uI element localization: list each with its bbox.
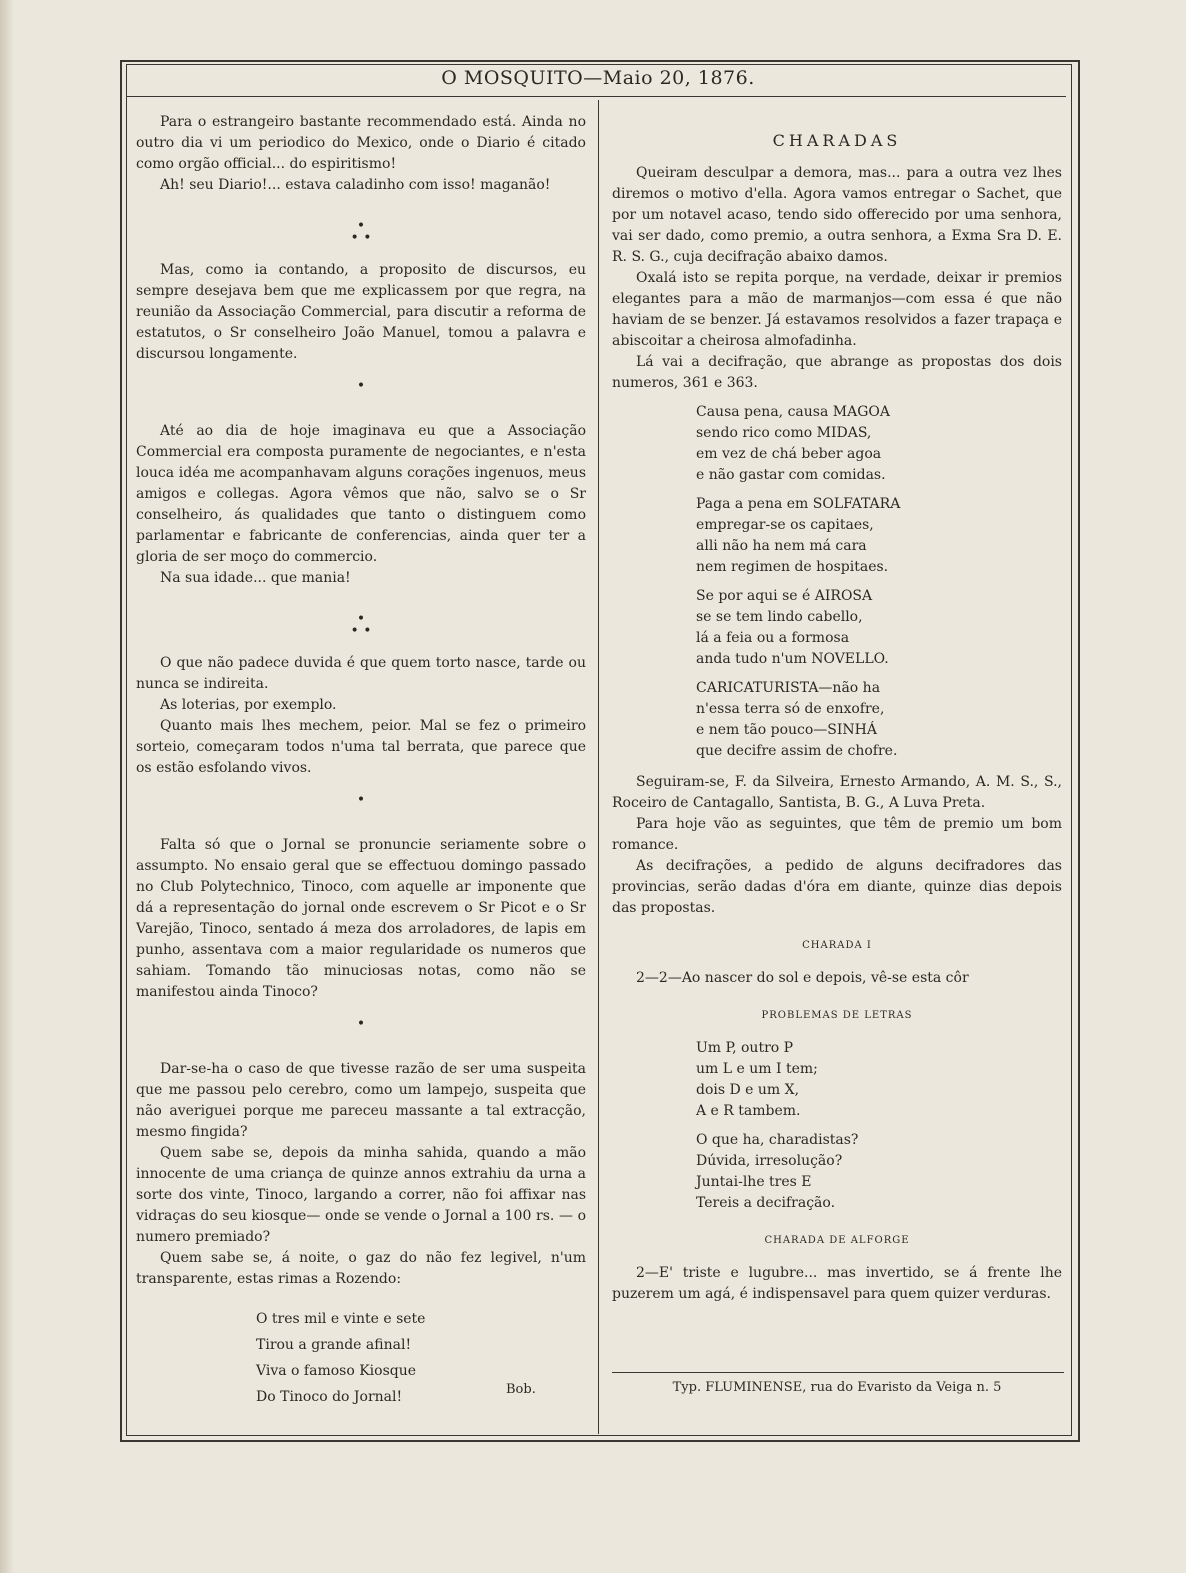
paragraph: Para hoje vão as seguintes, que têm de premio um bom romance.	[612, 816, 1062, 853]
paragraph: Seguiram-se, F. da Silveira, Ernesto Armando, A. M. S., S., Roceiro de Cantagallo, Santista, B. G., A Luva Preta.	[612, 774, 1062, 811]
poem-line: Do Tinoco do Jornal!	[256, 1389, 403, 1405]
separator	[136, 613, 586, 637]
problem-verse	[696, 1038, 1062, 1122]
verse-line: A e R tambem.	[696, 1103, 801, 1119]
problem-verse	[696, 1130, 1062, 1214]
verse-line: n'essa terra só de enxofre,	[696, 701, 885, 717]
paragraph: Ah! seu Diario!... estava caladinho com isso! maganão!	[160, 177, 551, 193]
verse	[696, 402, 1062, 486]
verse	[696, 678, 1062, 762]
separator-dot: •	[356, 218, 366, 234]
paragraph: Quanto mais lhes mechem, peior. Mal se fez o primeiro sorteio, começaram todos n'uma tal berrata, que parece que os estão esfolando vivos.	[136, 718, 586, 776]
signature: Bob.	[506, 1382, 536, 1397]
separator: •	[356, 378, 366, 394]
verse-line: Dúvida, irresolução?	[696, 1153, 843, 1169]
caption-problemas: PROBLEMAS DE LETRAS	[761, 1010, 913, 1021]
paragraph: Mas, como ia contando, a proposito de discursos, eu sempre desejava bem que me explicassem por que regra, na reunião da Associação Commercial, para discutir a reforma de estatutos, o Sr conselheiro João Manuel, tomou a palavra e discursou longamente.	[136, 262, 586, 362]
verse-line: que decifre assim de chofre.	[696, 743, 898, 759]
page-header: O MOSQUITO—Maio 20, 1876.	[441, 67, 755, 89]
paragraph: Até ao dia de hoje imaginava eu que a Associação Commercial era composta puramente de negociantes, e n'esta louca idéa me acompanhavam alguns corações ingenuos, meus amigos e collegas. Agora vêmos que não, salvo se o Sr conselheiro, ás qualidades que tanto o distinguem como parlamentar e fabricante de conferencias, ainda quer ter a gloria de ser moço do commercio.	[136, 423, 586, 565]
poem-line: Tirou a grande afinal!	[256, 1337, 412, 1353]
verse-line: lá a feia ou a formosa	[696, 630, 850, 646]
paragraph: Lá vai a decifração, que abrange as propostas dos dois numeros, 361 e 363.	[612, 354, 1062, 391]
verse-line: anda tudo n'um NOVELLO.	[696, 651, 889, 667]
page-edge-shadow	[0, 0, 14, 1573]
paragraph: Dar-se-ha o caso de que tivesse razão de ser uma suspeita que me passou pelo cerebro, como um lampejo, suspeita que não averiguei porque me pareceu massante a tal extracção, mesmo fingida?	[136, 1061, 586, 1140]
separator: •	[356, 792, 366, 808]
section-title: CHARADAS	[772, 131, 902, 150]
verse-line: Tereis a decifração.	[696, 1195, 836, 1211]
separator	[136, 220, 586, 244]
paragraph: Falta só que o Jornal se pronuncie seriamente sobre o assumpto. No ensaio geral que se effectuou domingo passado no Club Polytechnico, Tinoco, com aquelle ar imponente que dá a representação do jornal onde escrevem o Sr Picot e o Sr Varejão, Tinoco, sentado á meza dos arroladores, de lapis em punho, assentava com a maior regularidade os numeros que sahiam. Tomando tão minuciosas notas, como não se manifestou ainda Tinoco?	[136, 837, 586, 1000]
verse	[696, 494, 1062, 578]
verse-line: empregar-se os capitaes,	[696, 517, 874, 533]
header-rule	[126, 96, 1066, 97]
verse-line: em vez de chá beber agoa	[696, 446, 882, 462]
verse-line: O que ha, charadistas?	[696, 1132, 859, 1148]
column-divider	[598, 100, 599, 1434]
printer-imprint: Typ. FLUMINENSE, rua do Evaristo da Veiga n. 5	[672, 1380, 1002, 1395]
verse-line: Paga a pena em SOLFATARA	[696, 496, 901, 512]
paragraph: Oxalá isto se repita porque, na verdade, deixar ir premios elegantes para a mão de marmanjos—com essa é que não haviam de se benzer. Já estavamos resolvidos a fazer trapaça e abiscoitar a cheirosa almofadinha.	[612, 270, 1062, 349]
footer-rule	[612, 1372, 1064, 1373]
poem-line: Viva o famoso Kiosque	[256, 1363, 417, 1379]
verse-line: e não gastar com comidas.	[696, 467, 886, 483]
right-column	[612, 112, 1062, 1305]
verse-line: e nem tão pouco—SINHÁ	[696, 722, 877, 738]
verse-line: Um P, outro P	[696, 1040, 794, 1056]
paragraph: Quem sabe se, depois da minha sahida, quando a mão innocente de uma criança de quinze annos extrahiu da urna a sorte dos vinte, Tinoco, largando a correr, não foi affixar nas vidraças do seu kiosque— onde se vende o Jornal a 100 rs. — o numero premiado?	[136, 1145, 586, 1245]
separator-dot: •	[356, 611, 366, 627]
verse-line: nem regimen de hospitaes.	[696, 559, 889, 575]
verse-line: Causa pena, causa MAGOA	[696, 404, 890, 420]
charada-text: 2—2—Ao nascer do sol e depois, vê-se esta côr	[636, 970, 969, 986]
verse-line: CARICATURISTA—não ha	[696, 680, 881, 696]
charada-text: 2—E' triste e lugubre... mas invertido, se á frente lhe puzerem um agá, é indispensavel para quem quizer verduras.	[612, 1265, 1062, 1302]
separator-dots: • •	[350, 230, 372, 246]
verse-line: Juntai-lhe tres E	[696, 1174, 812, 1190]
caption-charada-1: CHARADA I	[802, 940, 872, 951]
verse	[696, 586, 1062, 670]
verse-line: se se tem lindo cabello,	[696, 609, 863, 625]
verse-line: sendo rico como MIDAS,	[696, 425, 872, 441]
paragraph: Para o estrangeiro bastante recommendado está. Ainda no outro dia vi um periodico do Mexico, onde o Diario é citado como orgão official... do espiritismo!	[136, 114, 586, 172]
paragraph: As loterias, por exemplo.	[160, 697, 337, 713]
paragraph: As decifrações, a pedido de alguns decifradores das provincias, serão dadas d'óra em diante, quinze dias depois das propostas.	[612, 858, 1062, 916]
separator: •	[356, 1016, 366, 1032]
paragraph: Queiram desculpar a demora, mas... para a outra vez lhes diremos o motivo d'ella. Agora vamos entregar o Sachet, que por um notavel acaso, tendo sido offerecido por uma senhora, vai ser dado, como premio, a outra senhora, a Exma Sra D. E. R. S. G., cuja decifração abaixo damos.	[612, 165, 1062, 265]
poem-line: O tres mil e vinte e sete	[256, 1311, 426, 1327]
caption-alforge: CHARADA DE ALFORGE	[764, 1235, 910, 1246]
paragraph: O que não padece duvida é que quem torto nasce, tarde ou nunca se indireita.	[136, 655, 586, 692]
verse-line: um L e um I tem;	[696, 1061, 818, 1077]
verse-line: dois D e um X,	[696, 1082, 800, 1098]
paragraph: Na sua idade... que mania!	[160, 570, 351, 586]
left-column	[136, 112, 586, 1410]
verse-line: Se por aqui se é AIROSA	[696, 588, 873, 604]
poem	[256, 1306, 586, 1410]
verse-line: alli não ha nem má cara	[696, 538, 867, 554]
paragraph: Quem sabe se, á noite, o gaz do não fez legivel, n'um transparente, estas rimas a Rozendo:	[136, 1250, 586, 1287]
separator-dots: • •	[350, 623, 372, 639]
